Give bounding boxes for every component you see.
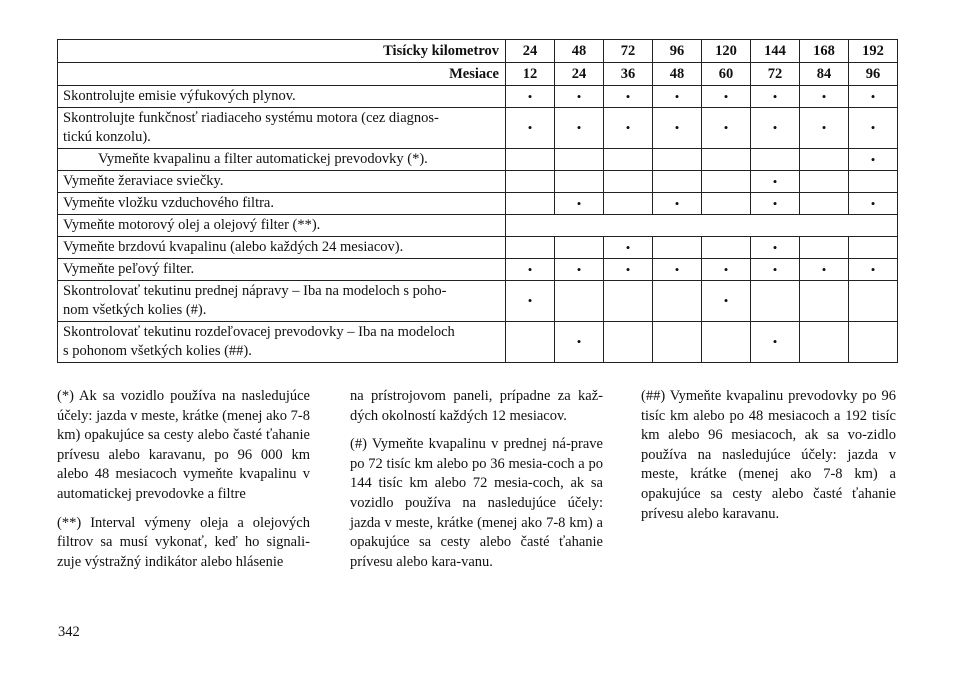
- bullet-mark: •: [870, 151, 876, 167]
- footnote-automatic-transmission: (*) Ak sa vozidlo používa na nasledujúce účely: jazda v meste, krátke (menej ako 7-8 km) opakujúce sa cesty alebo časté ťahanie prívesu alebo karavanu, po 96 000 km alebo 48 mesiacoch vymeňte kvapalinu v automatickej prevodovke a filtre: [57, 388, 310, 502]
- schedule-mark: [555, 322, 604, 363]
- bullet-mark: •: [576, 334, 582, 349]
- schedule-cell: [604, 171, 653, 193]
- schedule-mark: [653, 193, 702, 215]
- schedule-cell: [702, 193, 751, 215]
- schedule-cell: [604, 149, 653, 171]
- header-row: [58, 63, 898, 86]
- header-value: 60: [702, 63, 751, 86]
- schedule-cell: [849, 281, 898, 322]
- header-value: 24: [506, 40, 555, 63]
- schedule-mark: [751, 86, 800, 108]
- bullet-mark: •: [772, 261, 778, 277]
- schedule-mark: [849, 86, 898, 108]
- schedule-mark: [653, 108, 702, 149]
- schedule-mark: [506, 108, 555, 149]
- schedule-cell: [604, 281, 653, 322]
- schedule-mark: [604, 259, 653, 281]
- bullet-mark: •: [576, 195, 582, 211]
- bullet-mark: •: [772, 173, 778, 189]
- header-label: Tisícky kilometrov: [58, 40, 506, 63]
- schedule-cell: [555, 149, 604, 171]
- schedule-cell: [800, 237, 849, 259]
- schedule-cell: [800, 171, 849, 193]
- schedule-cell: [653, 237, 702, 259]
- bullet-mark: •: [772, 239, 778, 255]
- footnote-oil-interval: (**) Interval výmeny oleja a olejových filtrov sa musí vykonať, keď ho signali-zuje výstražný indikátor alebo hlásenie: [57, 514, 310, 570]
- bullet-mark: •: [772, 120, 778, 135]
- service-item: Vymeňte brzdovú kvapalinu (alebo každých 24 mesiacov).: [58, 237, 506, 259]
- footnote-column-2: [350, 387, 603, 581]
- header-value: 84: [800, 63, 849, 86]
- table-row: [58, 108, 898, 149]
- bullet-mark: •: [674, 88, 680, 104]
- schedule-mark: [702, 281, 751, 322]
- schedule-mark: [849, 193, 898, 215]
- header-value: 192: [849, 40, 898, 63]
- table-row: [58, 322, 898, 363]
- table-row: [58, 86, 898, 108]
- footnote-front-axle: (#) Vymeňte kvapalinu v prednej ná-prave po 72 tisíc km alebo po 36 mesia-coch a po 144 tisíc km alebo 72 mesia-coch, ak sa vozidlo používa na nasledujúce účely: jazda v meste, krátke (menej ako 7-8 km) a opakujúce sa cesty alebo časté ťahanie prívesu alebo kara-vanu.: [350, 436, 603, 570]
- schedule-cell: [506, 171, 555, 193]
- schedule-mark: [702, 86, 751, 108]
- schedule-mark: [653, 259, 702, 281]
- footnote-transfer-case: (##) Vymeňte kvapalinu prevodovky po 96 tisíc km alebo po 48 mesiacoch a 192 tisíc km alebo 96 mesiacoch, ak sa vo-zidlo používa na nasledujúce účely: jazda v meste, krátke (menej ako 7-8 km) a opakujúce sa cesty alebo časté ťahanie prívesu alebo karavanu.: [641, 388, 896, 522]
- bullet-mark: •: [527, 120, 533, 135]
- schedule-cell: [653, 171, 702, 193]
- schedule-mark: [849, 108, 898, 149]
- schedule-mark: [751, 108, 800, 149]
- bullet-mark: •: [674, 120, 680, 135]
- header-value: 12: [506, 63, 555, 86]
- schedule-mark: [751, 193, 800, 215]
- schedule-cell: [555, 171, 604, 193]
- table-row: [58, 215, 898, 237]
- schedule-cell: [506, 237, 555, 259]
- bullet-mark: •: [723, 88, 729, 104]
- service-item: Skontrolujte emisie výfukových plynov.: [58, 86, 506, 108]
- bullet-mark: •: [527, 293, 533, 308]
- header-value: 120: [702, 40, 751, 63]
- schedule-cell: [751, 281, 800, 322]
- service-item: Skontrolujte funkčnosť riadiaceho systému motora (cez diagnos- tickú konzolu).: [58, 108, 506, 149]
- schedule-cell: [506, 322, 555, 363]
- table-row: [58, 237, 898, 259]
- schedule-mark: [506, 281, 555, 322]
- schedule-cell: [653, 149, 702, 171]
- schedule-cell: [604, 322, 653, 363]
- header-value: 168: [800, 40, 849, 63]
- schedule-cell: [555, 237, 604, 259]
- header-value: 48: [653, 63, 702, 86]
- header-value: 72: [604, 40, 653, 63]
- schedule-cell: [800, 322, 849, 363]
- bullet-mark: •: [821, 88, 827, 104]
- footnote-oil-interval-cont: na prístrojovom paneli, prípadne za kaž-dých okolností každých 12 mesiacov.: [350, 388, 603, 424]
- bullet-mark: •: [870, 120, 876, 135]
- header-value: 96: [653, 40, 702, 63]
- bullet-mark: •: [576, 88, 582, 104]
- schedule-cell: [800, 193, 849, 215]
- header-value: 36: [604, 63, 653, 86]
- maintenance-schedule-table: [57, 39, 898, 363]
- service-item: Skontrolovať tekutinu rozdeľovacej prevodovky – Iba na modeloch s pohonom všetkých kolies (##).: [58, 322, 506, 363]
- schedule-mark: [555, 193, 604, 215]
- bullet-mark: •: [772, 88, 778, 104]
- schedule-mark: [849, 149, 898, 171]
- bullet-mark: •: [723, 261, 729, 277]
- service-item: Vymeňte motorový olej a olejový filter (**).: [58, 215, 506, 237]
- schedule-cell: [555, 281, 604, 322]
- schedule-cell: [800, 149, 849, 171]
- service-item: Vymeňte žeraviace sviečky.: [58, 171, 506, 193]
- header-value: 72: [751, 63, 800, 86]
- schedule-mark: [751, 259, 800, 281]
- schedule-cell: [849, 322, 898, 363]
- bullet-mark: •: [870, 261, 876, 277]
- bullet-mark: •: [625, 261, 631, 277]
- schedule-cell: [506, 193, 555, 215]
- schedule-cell: [849, 171, 898, 193]
- schedule-mark: [555, 86, 604, 108]
- schedule-mark: [702, 108, 751, 149]
- bullet-mark: •: [625, 120, 631, 135]
- schedule-cell: [702, 171, 751, 193]
- schedule-cell: [702, 237, 751, 259]
- header-value: 96: [849, 63, 898, 86]
- table-row: [58, 149, 898, 171]
- bullet-mark: •: [723, 120, 729, 135]
- bullet-mark: •: [723, 293, 729, 308]
- schedule-mark: [751, 171, 800, 193]
- bullet-mark: •: [821, 261, 827, 277]
- schedule-cell: [506, 149, 555, 171]
- footnote-column-1: [57, 387, 310, 581]
- page-number: 342: [58, 624, 80, 640]
- schedule-cell: [849, 237, 898, 259]
- schedule-mark: [751, 237, 800, 259]
- bullet-mark: •: [527, 261, 533, 277]
- bullet-mark: •: [625, 88, 631, 104]
- service-item: Vymeňte kvapalinu a filter automatickej prevodovky (*).: [58, 149, 506, 171]
- schedule-mark: [849, 259, 898, 281]
- service-item: Vymeňte peľový filter.: [58, 259, 506, 281]
- schedule-mark: [653, 86, 702, 108]
- header-label: Mesiace: [58, 63, 506, 86]
- schedule-cell: [702, 149, 751, 171]
- bullet-mark: •: [625, 239, 631, 255]
- schedule-cell: [653, 281, 702, 322]
- bullet-mark: •: [772, 334, 778, 349]
- schedule-mark: [604, 86, 653, 108]
- schedule-mark: [751, 322, 800, 363]
- schedule-mark: [604, 108, 653, 149]
- bullet-mark: •: [674, 195, 680, 211]
- table-row: [58, 259, 898, 281]
- schedule-mark: [800, 259, 849, 281]
- service-item: Vymeňte vložku vzduchového filtra.: [58, 193, 506, 215]
- header-row: [58, 40, 898, 63]
- schedule-cell: [604, 193, 653, 215]
- schedule-cell: [800, 281, 849, 322]
- schedule-mark: [800, 108, 849, 149]
- bullet-mark: •: [576, 120, 582, 135]
- schedule-mark: [604, 237, 653, 259]
- footnote-column-3: [641, 387, 896, 533]
- merged-cell: [506, 215, 898, 237]
- bullet-mark: •: [576, 261, 582, 277]
- table-row: [58, 171, 898, 193]
- schedule-cell: [653, 322, 702, 363]
- bullet-mark: •: [674, 261, 680, 277]
- bullet-mark: •: [870, 88, 876, 104]
- bullet-mark: •: [772, 195, 778, 211]
- table-row: [58, 281, 898, 322]
- service-item: Skontrolovať tekutinu prednej nápravy – Iba na modeloch s poho- nom všetkých kolies (#).: [58, 281, 506, 322]
- schedule-mark: [800, 86, 849, 108]
- bullet-mark: •: [821, 120, 827, 135]
- header-value: 144: [751, 40, 800, 63]
- schedule-mark: [506, 86, 555, 108]
- schedule-cell: [751, 149, 800, 171]
- bullet-mark: •: [870, 195, 876, 211]
- bullet-mark: •: [527, 88, 533, 104]
- table-row: [58, 193, 898, 215]
- schedule-cell: [702, 322, 751, 363]
- schedule-mark: [555, 108, 604, 149]
- schedule-mark: [555, 259, 604, 281]
- schedule-mark: [506, 259, 555, 281]
- header-value: 48: [555, 40, 604, 63]
- header-value: 24: [555, 63, 604, 86]
- schedule-mark: [702, 259, 751, 281]
